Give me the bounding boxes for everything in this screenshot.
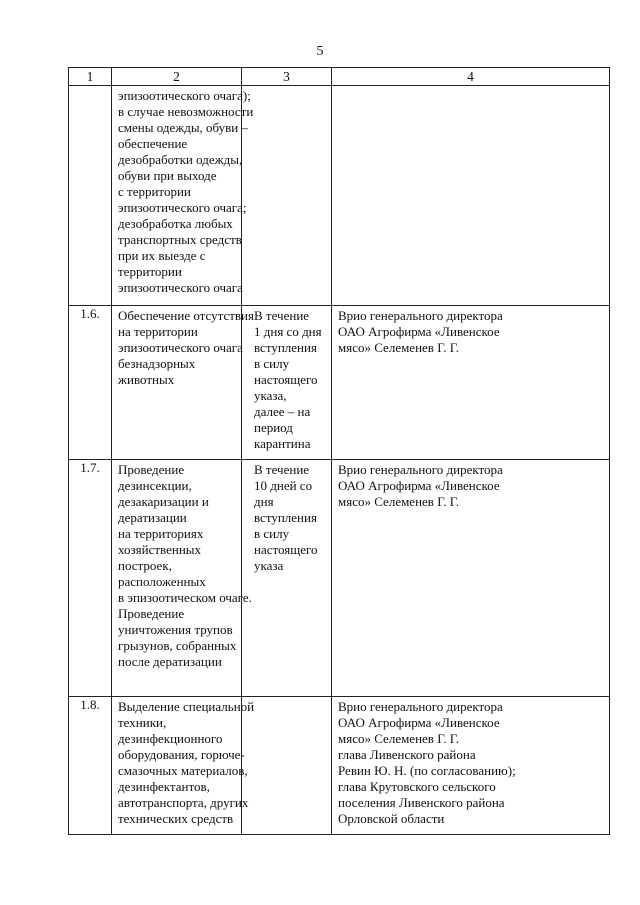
cell-text-line: мясо» Селеменев Г. Г. — [338, 731, 460, 746]
cell-text-line: построек, — [118, 558, 172, 573]
cell-text-line: Врио генерального директора — [338, 308, 503, 323]
cell-text-line: хозяйственных — [118, 542, 202, 557]
cell-text-line: эпизоотического очага — [118, 280, 243, 295]
cell-text-line: дезобработки одежды, — [118, 152, 243, 167]
cell-text-line: безнадзорных — [118, 356, 196, 371]
cell-text-line: дезинфекционного — [118, 731, 223, 746]
cell-text-line: территории — [118, 264, 182, 279]
header-cell: 2 — [112, 68, 242, 86]
cell-text-line: ОАО Агрофирма «Ливенское — [338, 324, 500, 339]
cell-text-line: эпизоотического очага — [118, 340, 243, 355]
row-number-cell: 1.8. — [69, 697, 112, 835]
responsible-cell — [332, 306, 610, 460]
cell-text-line: обуви при выходе — [118, 168, 217, 183]
measure-cell — [112, 86, 254, 306]
cell-text-line: глава Крутовского сельского — [338, 779, 496, 794]
row-number-cell — [69, 86, 112, 306]
table-row — [69, 697, 610, 835]
cell-text-line: с территории — [118, 184, 191, 199]
cell-text-line: техники, — [118, 715, 167, 730]
cell-text-line: Проведение — [118, 606, 185, 621]
responsible-cell — [332, 460, 610, 697]
cell-text-line: вступления — [254, 340, 317, 355]
cell-text-line: Ревин Ю. Н. (по согласованию); — [338, 763, 516, 778]
table-row — [69, 306, 610, 460]
cell-text-line: дезинфектантов, — [118, 779, 210, 794]
cell-text-line: указа, — [254, 388, 287, 403]
cell-text-line: смены одежды, обуви – — [118, 120, 249, 135]
cell-text-line: Проведение — [118, 462, 185, 477]
row-number-cell: 1.6. — [69, 306, 112, 460]
row-number-cell: 1.7. — [69, 460, 112, 697]
cell-text-line: эпизоотического очага; — [118, 200, 247, 215]
cell-text-line: дезакаризации и — [118, 494, 209, 509]
cell-text-line: дня — [254, 494, 274, 509]
cell-text-line: после дератизации — [118, 654, 222, 669]
cell-text-line: расположенных — [118, 574, 206, 589]
cell-text-line: уничтожения трупов — [118, 622, 233, 637]
header-cell: 3 — [242, 68, 332, 86]
cell-text-line: поселения Ливенского района — [338, 795, 505, 810]
measure-cell — [112, 460, 252, 697]
table-row — [69, 460, 610, 697]
cell-text-line: в силу — [254, 356, 290, 371]
cell-text-line: В течение — [254, 308, 310, 323]
header-cell: 4 — [332, 68, 610, 86]
cell-text-line: карантина — [254, 436, 311, 451]
cell-text-line: животных — [118, 372, 175, 387]
cell-text-line: далее – на — [254, 404, 311, 419]
cell-text-line: на территории — [118, 324, 198, 339]
term-cell — [242, 86, 332, 306]
cell-text-line: дератизации — [118, 510, 187, 525]
cell-text-line: мясо» Селеменев Г. Г. — [338, 340, 460, 355]
cell-text-line: в эпизоотическом очаге. — [118, 590, 252, 605]
cell-text-line: смазочных материалов, — [118, 763, 248, 778]
term-cell — [242, 460, 332, 697]
term-cell — [242, 697, 332, 835]
cell-text-line: Врио генерального директора — [338, 699, 503, 714]
cell-text-line: Орловской области — [338, 811, 445, 826]
header-cell: 1 — [69, 68, 112, 86]
measure-cell — [112, 306, 254, 460]
cell-text-line: настоящего — [254, 372, 318, 387]
cell-text-line: период — [254, 420, 293, 435]
cell-text-line: вступления — [254, 510, 317, 525]
cell-text-line: в случае невозможности — [118, 104, 254, 119]
cell-text-line: дезинсекции, — [118, 478, 192, 493]
cell-text-line: Обеспечение отсутствия — [118, 308, 254, 323]
cell-text-line: 10 дней со — [254, 478, 313, 493]
table-row — [69, 86, 610, 306]
cell-text-line: грызунов, собранных — [118, 638, 237, 653]
cell-text-line: технических средств — [118, 811, 234, 826]
cell-text-line: при их выезде с — [118, 248, 206, 263]
responsible-cell — [332, 697, 610, 835]
cell-text-line: настоящего — [254, 542, 318, 557]
measures-table — [68, 67, 610, 835]
cell-text-line: мясо» Селеменев Г. Г. — [338, 494, 460, 509]
cell-text-line: оборудования, горюче- — [118, 747, 245, 762]
measure-cell — [112, 697, 255, 835]
table-header-row — [69, 68, 610, 86]
cell-text-line: ОАО Агрофирма «Ливенское — [338, 715, 500, 730]
cell-text-line: на территориях — [118, 526, 204, 541]
cell-text-line: Выделение специальной — [118, 699, 255, 714]
cell-text-line: глава Ливенского района — [338, 747, 476, 762]
cell-text-line: в силу — [254, 526, 290, 541]
cell-text-line: 1 дня со дня — [254, 324, 322, 339]
cell-text-line: автотранспорта, других — [118, 795, 249, 810]
cell-text-line: обеспечение — [118, 136, 188, 151]
cell-text-line: эпизоотического очага); — [118, 88, 251, 103]
cell-text-line: транспортных средств — [118, 232, 242, 247]
cell-text-line: указа — [254, 558, 284, 573]
page-number: 5 — [316, 44, 324, 59]
responsible-cell — [332, 86, 610, 306]
cell-text-line: дезобработка любых — [118, 216, 233, 231]
cell-text-line: ОАО Агрофирма «Ливенское — [338, 478, 500, 493]
cell-text-line: В течение — [254, 462, 310, 477]
term-cell — [242, 306, 332, 460]
cell-text-line: Врио генерального директора — [338, 462, 503, 477]
